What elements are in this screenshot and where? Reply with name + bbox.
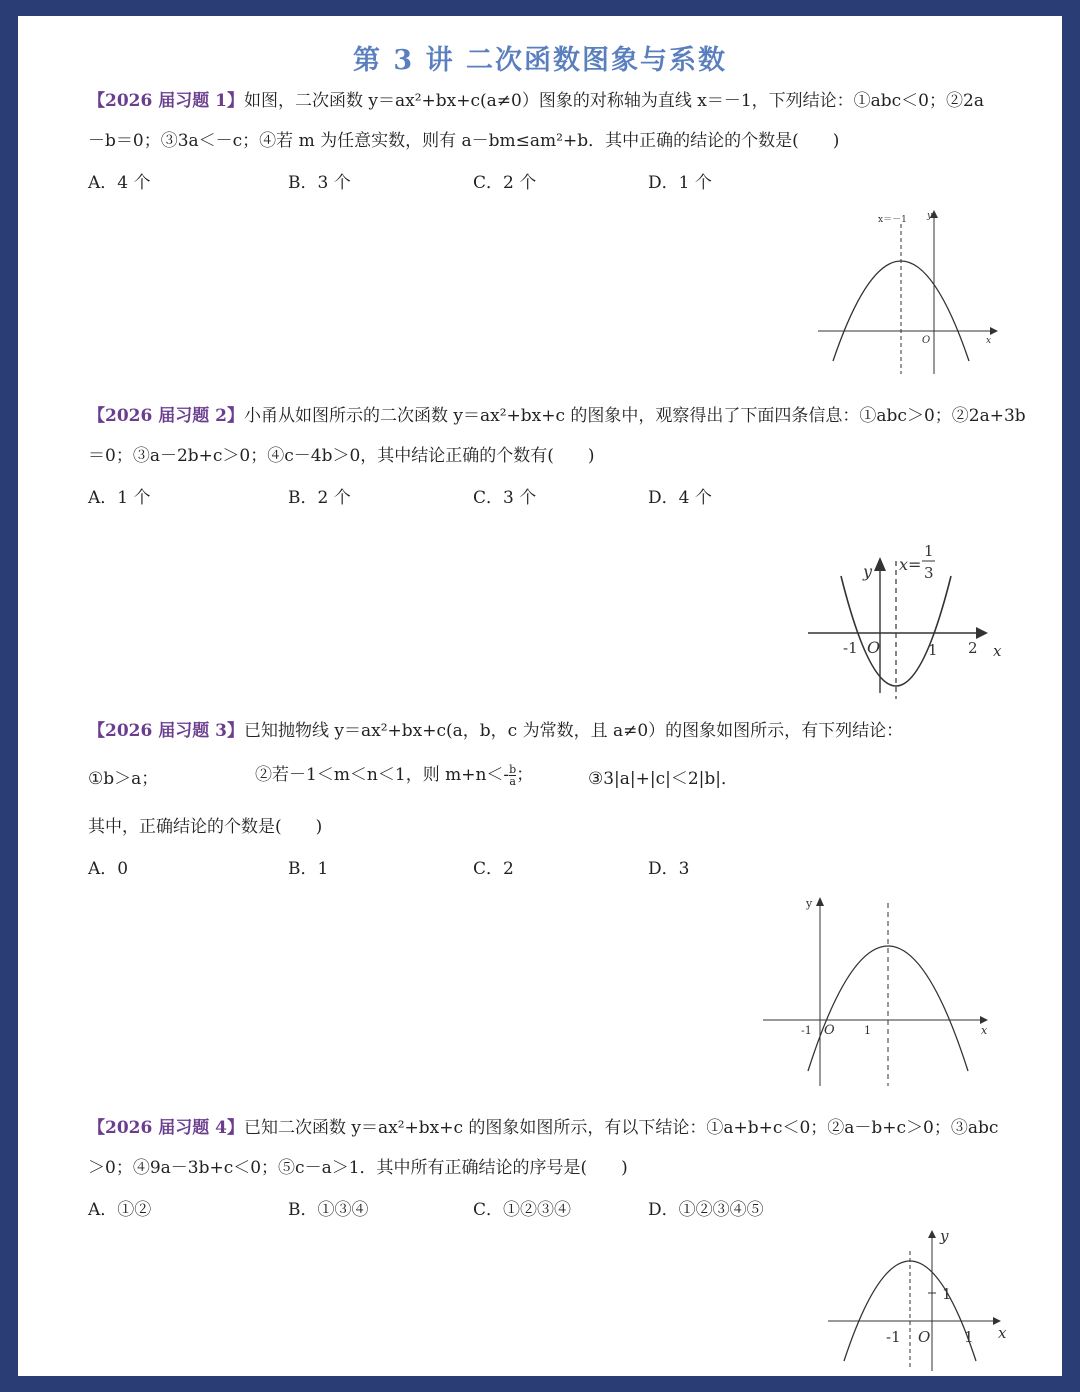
question-1-tag: 【2026 届习题 1】 — [88, 91, 244, 111]
q3-tick-1: 1 — [864, 1024, 871, 1037]
worksheet-page — [18, 16, 1062, 1376]
q4-tick-minus-1: -1 — [886, 1328, 901, 1346]
q3-conclusion-1: ①b＞a； — [88, 769, 159, 789]
q2-option-b: B．2 个 — [288, 488, 351, 508]
q2-y-arrow — [874, 557, 886, 571]
question-4-text-2: ＞0；④9a－3b+c＜0；⑤c－a＞1．其中所有正确结论的序号是( ) — [88, 1158, 628, 1178]
question-3-line-1 — [88, 716, 903, 741]
q4-tick-1: 1 — [964, 1328, 974, 1346]
page-title: 第 3 讲 二次函数图象与系数 — [353, 45, 727, 76]
question-3-tag: 【2026 届习题 3】 — [88, 721, 244, 741]
q2-x-label: x — [993, 642, 1002, 660]
q1-y-label: y — [927, 211, 933, 221]
q4-y-tick-1: 1 — [942, 1285, 952, 1303]
question-1-text-2: －b＝0；③3a＜－c；④若 m 为任意实数，则有 a－bm≤am²+b．其中正确的结论的个数是( ) — [88, 131, 840, 151]
q1-origin: O — [922, 335, 931, 346]
q4-origin: O — [918, 1328, 931, 1346]
q4-y-arrow — [928, 1230, 936, 1238]
q2-parabola-graph — [803, 521, 1003, 701]
question-3-text-3: 其中，正确结论的个数是( ) — [88, 817, 323, 837]
q3-conclusion-2-post: ； — [516, 765, 534, 785]
q4-option-d: D．①②③④⑤ — [648, 1200, 764, 1220]
q4-y-label: y — [940, 1227, 949, 1245]
q3-y-arrow — [816, 897, 824, 906]
q3-option-d: D．3 — [648, 859, 690, 879]
q2-axis-num: 1 — [924, 542, 934, 560]
question-4-tag: 【2026 届习题 4】 — [88, 1118, 244, 1138]
q3-origin: O — [824, 1023, 835, 1038]
q3-conclusion-2-pre: ②若－1＜m＜n＜1，则 m+n＜- — [255, 765, 510, 785]
q3-fraction-num: b — [509, 763, 517, 776]
question-2-text-1: 小甬从如图所示的二次函数 y＝ax²+bx+c 的图象中，观察得出了下面四条信息：①abc＞0；②2a+3b — [243, 406, 1026, 426]
q3-option-c: C．2 — [473, 859, 514, 879]
q2-option-a: A．1 个 — [88, 488, 151, 508]
q3-parabola-graph — [758, 891, 998, 1091]
question-4-line-1 — [88, 1113, 998, 1138]
question-1-text-1: 如图，二次函数 y＝ax²+bx+c(a≠0）图象的对称轴为直线 x＝－1，下列结论：①abc＜0；②2a — [243, 91, 984, 111]
q3-option-a: A．0 — [88, 859, 129, 879]
q2-axis-label: x= — [899, 555, 922, 574]
q2-axis-den: 3 — [924, 564, 934, 582]
q4-x-label: x — [998, 1324, 1007, 1342]
q4-option-b: B．①③④ — [288, 1200, 369, 1220]
q3-x-arrow — [980, 1016, 988, 1024]
q4-parabola-graph — [818, 1226, 1008, 1376]
q4-option-c: C．①②③④ — [473, 1200, 572, 1220]
q1-parabola-graph — [808, 206, 1008, 381]
q1-option-c: C．2 个 — [473, 173, 537, 193]
q2-tick-2: 2 — [968, 639, 978, 657]
q2-tick-1: 1 — [928, 641, 938, 659]
q3-option-b: B．1 — [288, 859, 329, 879]
q3-y-label: y — [806, 897, 813, 910]
q1-x-label: x — [986, 336, 992, 346]
q2-tick-minus-1: -1 — [843, 639, 858, 657]
q1-option-a: A．4 个 — [88, 173, 151, 193]
q2-x-arrow — [976, 627, 988, 639]
question-4-text-1: 已知二次函数 y＝ax²+bx+c 的图象如图所示，有以下结论：①a+b+c＜0；②a－b+c＞0；③abc — [243, 1118, 999, 1138]
q1-option-b: B．3 个 — [288, 173, 351, 193]
q2-origin: O — [867, 638, 881, 657]
q1-option-d: D．1 个 — [648, 173, 712, 193]
q2-option-d: D．4 个 — [648, 488, 712, 508]
question-1-line-1 — [88, 86, 984, 111]
q3-conclusion-2 — [255, 760, 533, 787]
q2-option-c: C．3 个 — [473, 488, 537, 508]
q1-axis-label: x＝－1 — [878, 215, 907, 225]
question-2-tag: 【2026 届习题 2】 — [88, 406, 244, 426]
q3-conclusion-3: ③3|a|+|c|＜2|b|． — [588, 769, 739, 789]
q3-tick-minus-1: -1 — [801, 1024, 812, 1037]
question-2-text-2: ＝0；③a－2b+c＞0；④c－4b＞0，其中结论正确的个数有( ) — [88, 446, 595, 466]
q3-x-label: x — [981, 1024, 988, 1037]
q1-x-arrow — [990, 327, 998, 335]
q3-fraction-den: a — [509, 775, 516, 788]
question-2-line-1 — [88, 401, 1026, 426]
q2-y-label: y — [863, 562, 873, 581]
q3-parabola — [808, 946, 968, 1071]
question-3-text-1: 已知抛物线 y＝ax²+bx+c(a，b，c 为常数，且 a≠0）的图象如图所示，有下列结论： — [243, 721, 904, 741]
q4-option-a: A．①② — [88, 1200, 152, 1220]
